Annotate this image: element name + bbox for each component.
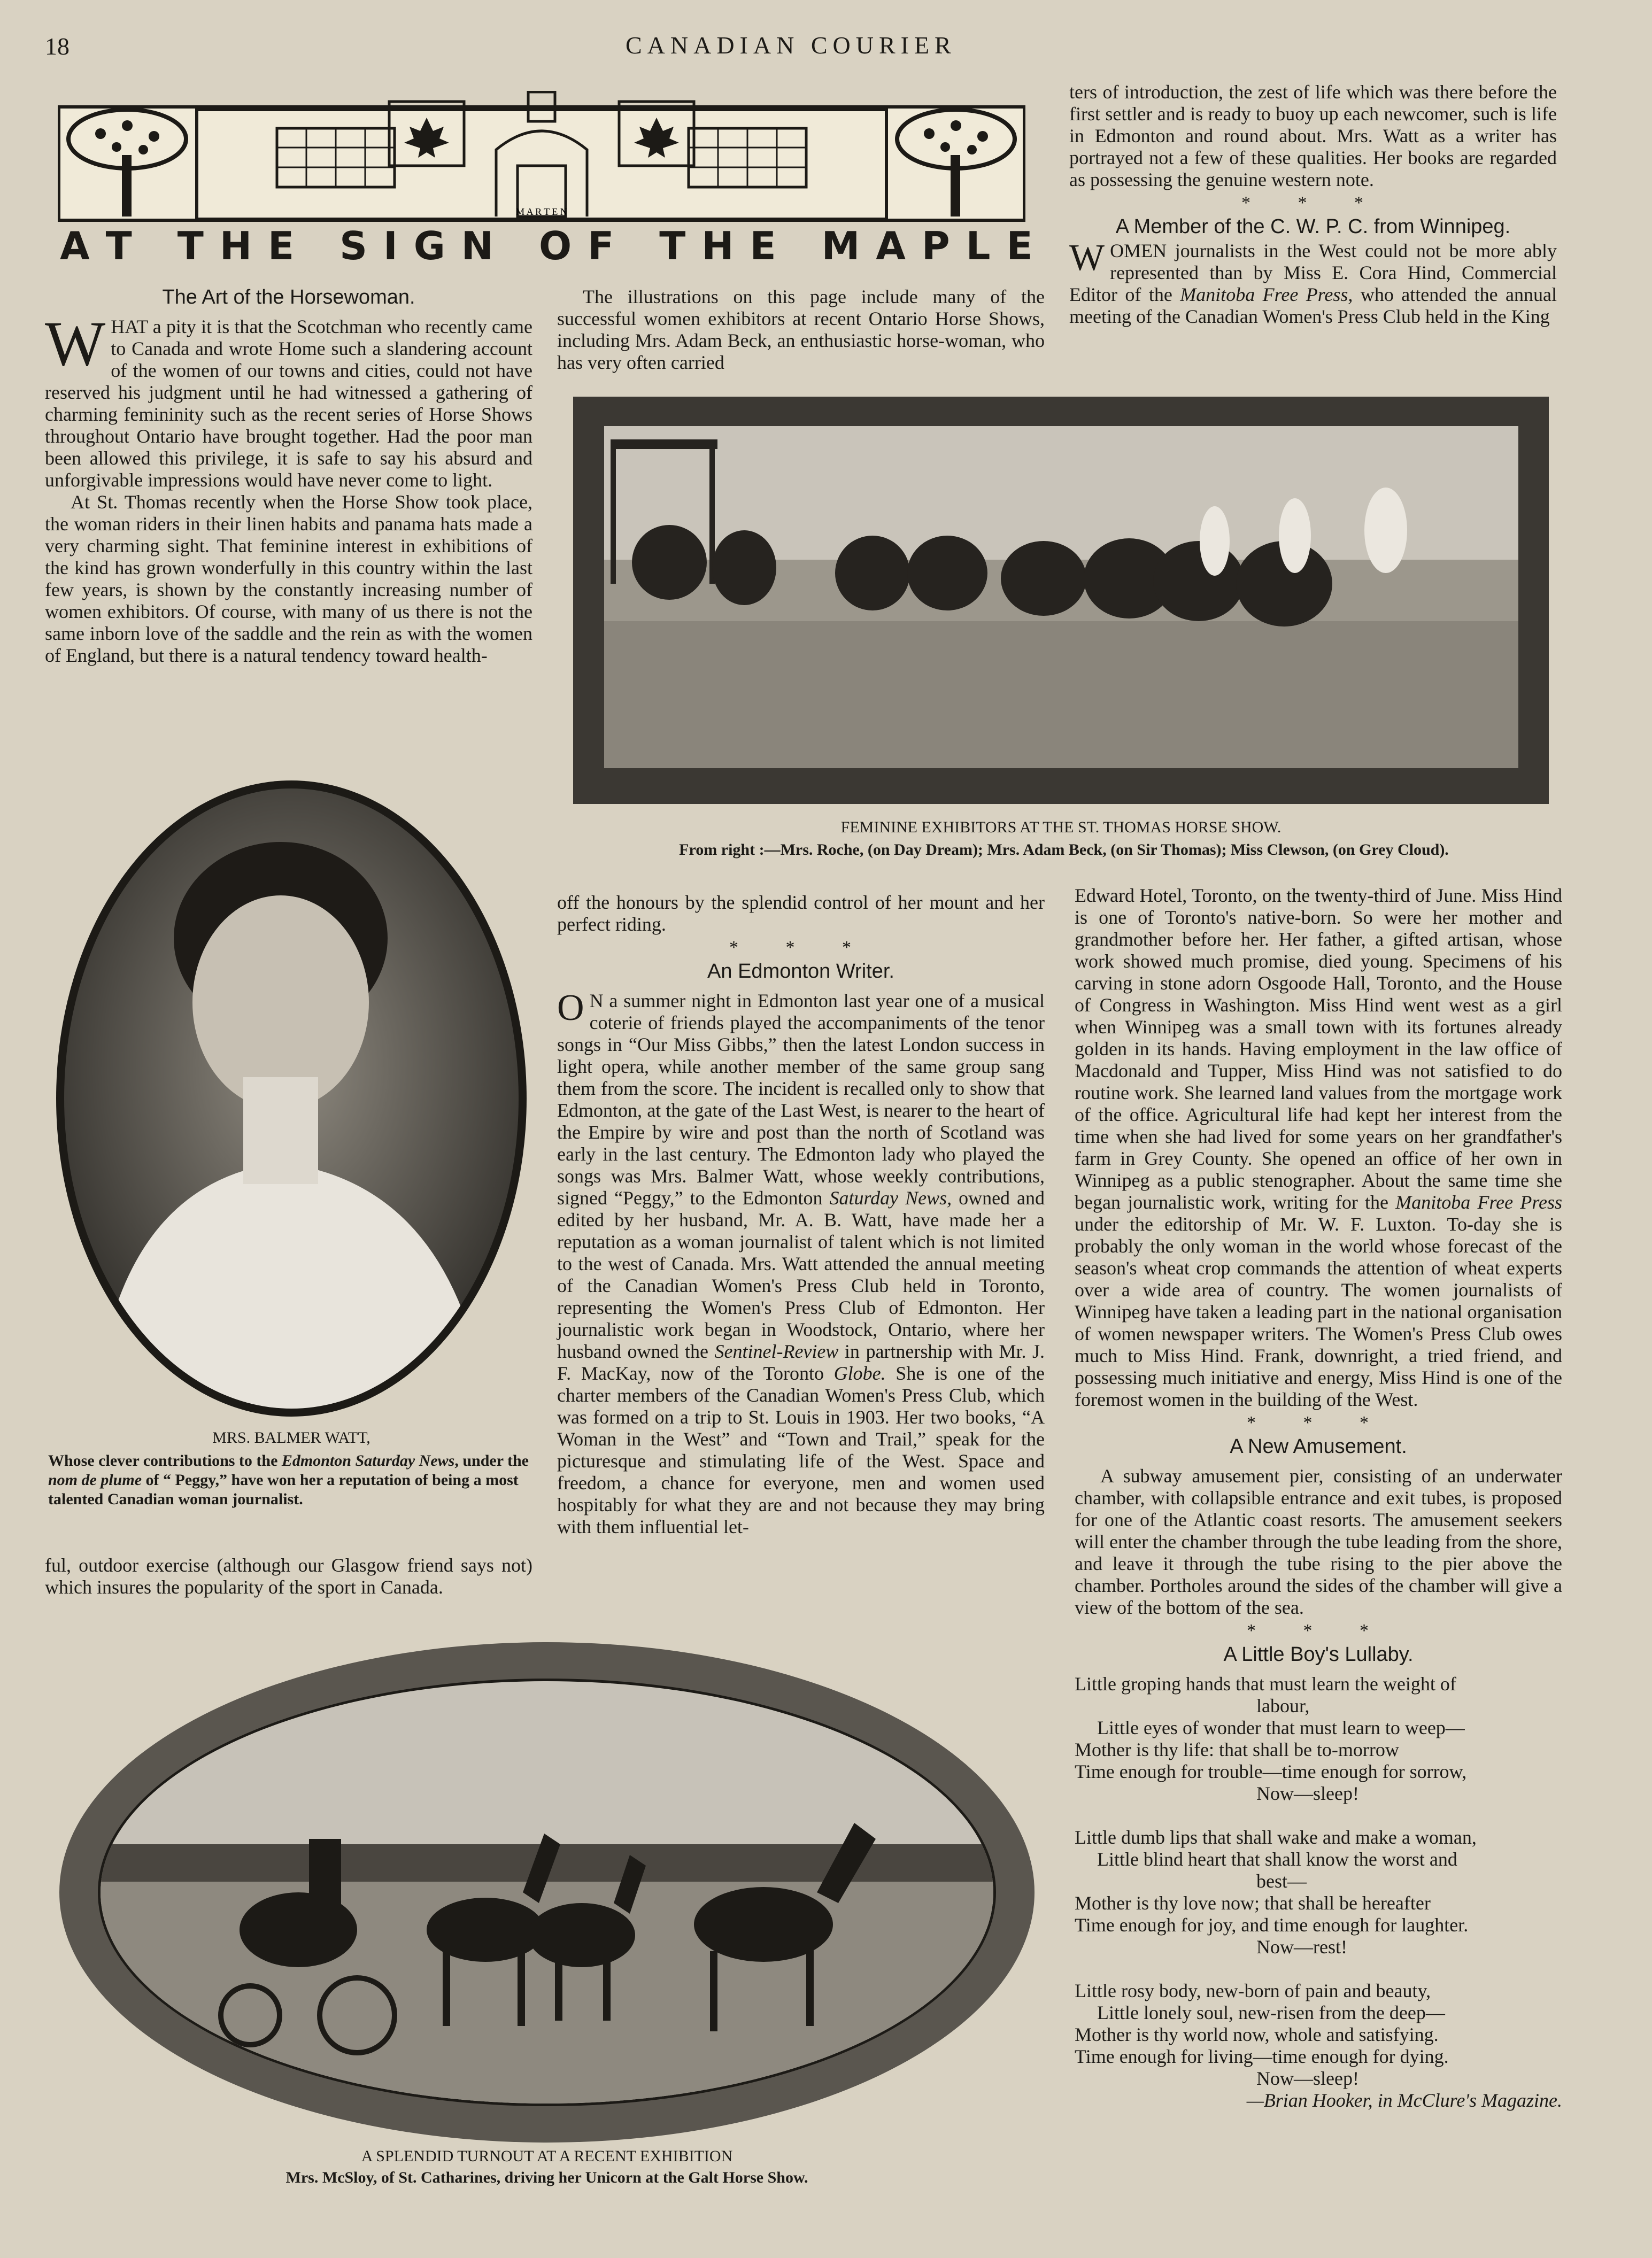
poem-line: Now—rest! xyxy=(1256,1936,1347,1958)
drop-cap: W xyxy=(45,308,106,379)
poem-line: Little groping hands that must learn the weight of xyxy=(1075,1673,1456,1695)
title-letter: A xyxy=(60,223,90,268)
poem-line: Time enough for trouble—time enough for sorrow, xyxy=(1075,1761,1467,1782)
poem-line: Little rosy body, new-born of pain and beauty, xyxy=(1075,1980,1431,2001)
poem-lullaby xyxy=(1075,1673,1562,2090)
poem-heading: A Little Boy's Lullaby. xyxy=(1223,1643,1414,1666)
poem-line: labour, xyxy=(1256,1695,1310,1716)
title-letter: H xyxy=(701,223,734,268)
title-letter: T xyxy=(659,223,686,268)
title-letter: H xyxy=(219,223,252,268)
column-2-body xyxy=(557,892,1045,1538)
poem-line: Now—sleep! xyxy=(1256,2068,1359,2089)
title-letter: P xyxy=(921,223,950,268)
poem-line: Now—sleep! xyxy=(1256,1783,1359,1804)
poem-line xyxy=(1075,1805,1562,1827)
poem-line: Mother is thy life: that shall be to-morrow xyxy=(1075,1739,1399,1760)
drop-cap: W xyxy=(1069,237,1105,279)
article-heading-horsewoman: The Art of the Horsewoman. xyxy=(162,286,415,308)
drop-cap: O xyxy=(557,987,584,1029)
column-2-top xyxy=(557,286,1045,374)
horse-show-title: FEMININE EXHIBITORS AT THE ST. THOMAS HORSE SHOW. xyxy=(840,818,1282,836)
poem-line: Little dumb lips that shall wake and make a woman, xyxy=(1075,1827,1477,1848)
turnout-title: A SPLENDID TURNOUT AT A RECENT EXHIBITION xyxy=(361,2147,733,2165)
turnout-photo xyxy=(58,1641,1036,2144)
article-paragraph: ters of introduction, the zest of life which was there before the first settler and is ready to buoy up each newcomer, such is life in Edmonton and round about. Mrs. Watt as a writer has portrayed not a few of these qualities. Her books are regarded as possessing the genuine western note. xyxy=(1069,81,1557,190)
poem-attribution: —Brian Hooker, in McClure's Magazine. xyxy=(1246,2090,1562,2111)
horse-show-caption: From right :—Mrs. Roche, (on Day Dream); Mrs. Adam Beck, (on Sir Thomas); Miss Clewson, (on Grey Cloud). xyxy=(679,841,1449,859)
poem-line: best— xyxy=(1256,1870,1307,1892)
page-number: 18 xyxy=(45,33,70,60)
column-3-top xyxy=(1069,81,1557,328)
article-heading-amusement: A New Amusement. xyxy=(1230,1435,1407,1458)
column-3-body xyxy=(1075,885,1562,2112)
poem-line: Time enough for living—time enough for dying. xyxy=(1075,2046,1449,2067)
title-letter xyxy=(630,223,643,268)
poem-line: Mother is thy world now, whole and satisfying. xyxy=(1075,2024,1439,2045)
column-1-top xyxy=(45,284,532,667)
title-letter: E xyxy=(1006,223,1033,268)
title-letter: I xyxy=(383,223,398,268)
maple-banner-illustration xyxy=(58,91,1025,222)
banner-maker: M A R T E N xyxy=(516,206,567,217)
poem-line xyxy=(1075,1958,1562,1980)
title-letter xyxy=(148,223,161,268)
article-paragraph: At St. Thomas recently when the Horse Show took place, the woman riders in their linen habits and panama hats made a very charming sight. That feminine interest in exhibitions of the kind has grown wonderfully in this country within the last few years, is shown by the constantly increasing number of women exhibitors. Of course, with many of us there is not the same inborn love of the saddle and the rein as with the women of England, but there is a natural tendency toward health- xyxy=(45,491,532,666)
title-letter: T xyxy=(105,223,132,268)
poem-line: Little eyes of wonder that must learn to weep— xyxy=(1097,1717,1465,1738)
article-paragraph: off the honours by the splendid control of her mount and her perfect riding. xyxy=(557,892,1045,935)
title-letter: E xyxy=(268,223,295,268)
article-paragraph: WOMEN journalists in the West could not be more ably represented than by Miss E. Cora Hind, Commercial Editor of the Manitoba Free Press, who attended the annual meeting of the Canadian Women's Press Club held in the King xyxy=(1069,237,1557,327)
poem-line: Little lonely soul, new-risen from the deep— xyxy=(1097,2002,1445,2023)
title-letter: N xyxy=(461,223,493,268)
section-separator: * * * xyxy=(1241,193,1385,213)
title-letter: T xyxy=(177,223,204,268)
article-heading-edmonton: An Edmonton Writer. xyxy=(707,960,894,983)
article-paragraph: The illustrations on this page include many of the successful women exhibitors at recent Ontario Horse Shows, including Mrs. Adam Beck, an enthusiastic horse-woman, who has very often carried xyxy=(557,286,1045,373)
article-paragraph: A subway amusement pier, consisting of an underwater chamber, with collapsible entrance and exit tubes, is proposed for one of the Atlantic coast resorts. The amusement seekers will enter the chamber through the tube leading from the shore, and leave it through the tube rising to the pier above the chamber. Portholes around the sides of the chamber will give a view of the bottom of the sea. xyxy=(1075,1465,1562,1618)
section-separator: * * * xyxy=(1247,1413,1390,1433)
article-paragraph: ful, outdoor exercise (although our Glasgow friend says not) which insures the popularity of the sport in Canada. xyxy=(45,1555,532,1598)
title-letter xyxy=(310,223,323,268)
section-separator: * * * xyxy=(729,938,873,957)
title-letter: L xyxy=(966,223,991,268)
portrait-name: MRS. BALMER WATT, xyxy=(212,1429,370,1447)
title-letter: S xyxy=(339,223,368,268)
portrait-caption: Whose clever contributions to the Edmonton Saturday News, under the nom de plume of “ Peggy,” have won her a reputation of being a most talented Canadian woman journalist. xyxy=(48,1452,529,1508)
portrait-photo xyxy=(51,778,532,1419)
title-letter xyxy=(510,223,523,268)
poem-line: Mother is thy love now; that shall be hereafter xyxy=(1075,1892,1431,1914)
title-letter: F xyxy=(588,223,614,268)
section-separator: * * * xyxy=(1247,1621,1390,1641)
title-letter: M xyxy=(821,223,860,268)
section-title xyxy=(60,223,1033,268)
title-letter: A xyxy=(876,223,906,268)
poem-line: Time enough for joy, and time enough for laughter. xyxy=(1075,1914,1469,1936)
turnout-caption: Mrs. McSloy, of St. Catharines, driving her Unicorn at the Galt Horse Show. xyxy=(285,2169,808,2186)
article-heading-winnipeg: A Member of the C. W. P. C. from Winnipeg. xyxy=(1115,215,1511,238)
running-title: CANADIAN COURIER xyxy=(626,32,956,59)
title-letter: G xyxy=(413,223,445,268)
title-letter: E xyxy=(750,223,776,268)
horse-show-photo xyxy=(573,397,1549,804)
column-1-bottom xyxy=(45,1555,532,1598)
article-paragraph: O N a summer night in Edmonton last year one of a musical coterie of friends played the accompaniments of the tenor songs in “Our Miss Gibbs,” then the latest London success in light opera, while another member of the same group sang them from the score. The incident is recalled only to show that Edmonton, at the gate of the Last West, is nearer to the heart of the Empire by wire and post than the north of Scotland was early in the last century. The Edmonton lady who played the songs was Mrs. Balmer Watt, whose weekly contributions, signed “Peggy,” to the Edmonton Saturday News, owned and edited by her husband, Mr. A. B. Watt, have made her a reputation as a woman journalist of talent which is not limited to the west of Canada. Mrs. Watt attended the annual meeting of the Canadian Women's Press Club held in Toronto, representing the Women's Press Club of Edmonton. Her journalistic work began in Woodstock, Ontario, where her husband owned the Sentinel-Review in partnership with Mr. J. F. MacKay, now of the Toronto Globe. She is one of the charter members of the Canadian Women's Press Club, which was formed on a trip to St. Louis in 1903. Her two books, “A Woman in the West” and “Town and Trail,” speak for the picturesque and stimulating life of the West. Space and freedom, a chance for everyone, men and women used hospitably for what they are and not because they may bring with them influential let- xyxy=(557,987,1045,1537)
title-letter: O xyxy=(538,223,572,268)
title-letter xyxy=(792,223,806,268)
article-paragraph: Edward Hotel, Toronto, on the twenty-third of June. Miss Hind is one of Toronto's native-born. So were her mother and grandmother before her. Her father, a gifted artisan, whose work showed much promise, died young. Specimens of his carving in stone adorn Osgoode Hall, Toronto, and the House of Congress in Washington. Miss Hind went west as a girl when Winnipeg was a small town with its fortunes already golden in its hands. Having employment in the law office of Macdonald and Tupper, Miss Hind was not satisfied to do routine work. She learned land values from the mortgage work of the office. Agricultural life had kept her interest from the time when she had lived for some years on her grandfather's farm in Grey County. She opened an office of her own in Winnipeg as a public stenographer. About the same time she began journalistic work, writing for the Manitoba Free Press under the editorship of Mr. W. F. Luxton. To-day she is probably the only woman in the world whose forecast of the season's wheat crop commands the attention of wheat experts over a wide area of country. The women journalists of Winnipeg have taken a leading part in the national organisation of women newspaper writers. The Women's Press Club owes much to Miss Hind. Frank, downright, a tried friend, and possessing much initiative and energy, Miss Hind is one of the foremost women in the building of the West. xyxy=(1075,885,1563,1410)
article-paragraph: WHAT a pity it is that the Scotchman who recently came to Canada and wrote Home such a slandering account of the women of our towns and cities, could not have reserved his judgment until he had witnessed a gathering of charming femininity such as the recent series of Horse Shows throughout Ontario have brought together. Had the poor man been allowed this privilege, it is safe to say his absurd and unforgivable impressions would have never come to light. xyxy=(45,308,532,491)
poem-line: Little blind heart that shall know the worst and xyxy=(1097,1849,1457,1870)
